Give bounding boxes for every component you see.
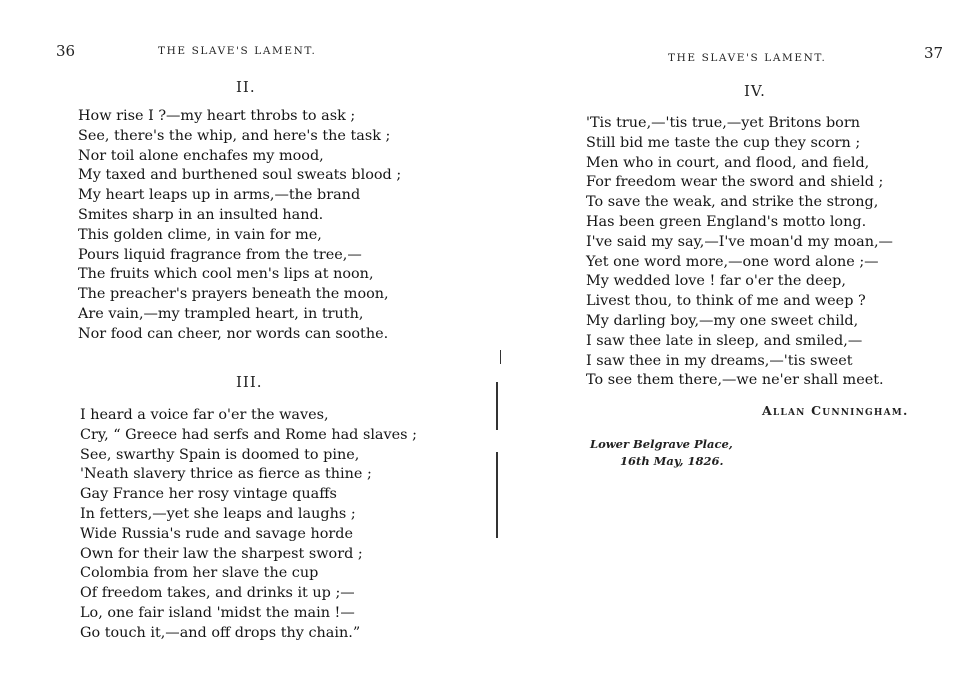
verse-line: This golden clime, in vain for me, — [78, 226, 322, 243]
verse-line: Of freedom takes, and drinks it up ;— — [80, 585, 355, 602]
page-number-right: 37 — [924, 44, 944, 62]
verse-line: Own for their law the sharpest sword ; — [80, 545, 363, 562]
verse-line: Nor toil alone enchafes my mood, — [78, 147, 324, 164]
author-signature: Allan Cunningham. — [762, 403, 909, 418]
verse-line: Colombia from her slave the cup — [80, 565, 319, 582]
verse-line: I saw thee late in sleep, and smiled,— — [586, 332, 863, 349]
verse-line: 'Tis true,—'tis true,—yet Britons born — [586, 115, 860, 131]
stanza-numeral-iii: III. — [236, 373, 263, 391]
verse-line: Wide Russia's rude and savage horde — [80, 525, 354, 542]
page-number-left: 36 — [56, 42, 76, 60]
verse-line: 'Neath slavery thrice as fierce as thine ; — [80, 466, 372, 483]
verse-line: Are vain,—my trampled heart, in truth, — [78, 305, 364, 322]
verse-line: The fruits which cool men's lips at noon, — [78, 266, 374, 283]
verse-line: Gay France her rosy vintage quaffs — [80, 486, 337, 503]
verse-line: Smites sharp in an insulted hand. — [78, 206, 324, 223]
stanza-iii — [80, 406, 417, 644]
right-page — [490, 0, 980, 684]
verse-line: I've said my say,—I've moan'd my moan,— — [586, 233, 893, 250]
verse-line: Cry, “ Greece had serfs and Rome had slaves ; — [80, 426, 417, 443]
verse-line: My wedded love ! far o'er the deep, — [586, 273, 846, 290]
verse-line: Yet one word more,—one word alone ;— — [586, 253, 879, 270]
verse-line: Has been green England's motto long. — [586, 213, 867, 230]
verse-line: My taxed and burthened soul sweats blood ; — [78, 167, 402, 184]
verse-line: Go touch it,—and off drops thy chain.” — [80, 624, 361, 641]
verse-line: I saw thee in my dreams,—'tis sweet — [586, 352, 853, 369]
stanza-numeral-iv: IV. — [744, 82, 766, 100]
verse-line: The preacher's prayers beneath the moon, — [78, 286, 389, 303]
stanza-numeral-ii: II. — [236, 78, 256, 96]
verse-line: I heard a voice far o'er the waves, — [80, 407, 329, 423]
verse-line: To save the weak, and strike the strong, — [586, 194, 879, 211]
running-head-right: THE SLAVE'S LAMENT. — [668, 52, 827, 64]
verse-line: See, swarthy Spain is doomed to pine, — [80, 446, 360, 463]
verse-line: Pours liquid fragrance from the tree,— — [78, 246, 362, 263]
verse-line: In fetters,—yet she leaps and laughs ; — [80, 505, 356, 522]
verse-line: Still bid me taste the cup they scorn ; — [586, 134, 861, 151]
verse-line: See, there's the whip, and here's the task ; — [78, 127, 391, 144]
place-line: Lower Belgrave Place, — [590, 437, 733, 451]
stanza-ii — [78, 107, 401, 345]
verse-line: For freedom wear the sword and shield ; — [586, 174, 884, 191]
stanza-iv — [586, 114, 893, 391]
verse-line: My heart leaps up in arms,—the brand — [78, 187, 361, 204]
verse-line: Men who in court, and flood, and field, — [586, 154, 870, 171]
verse-line: My darling boy,—my one sweet child, — [586, 312, 859, 329]
date-line: 16th May, 1826. — [620, 454, 724, 468]
verse-line: How rise I ?—my heart throbs to ask ; — [78, 108, 356, 124]
verse-line: To see them there,—we ne'er shall meet. — [586, 372, 884, 389]
verse-line: Livest thou, to think of me and weep ? — [586, 293, 866, 310]
verse-line: Nor food can cheer, nor words can soothe. — [78, 325, 389, 342]
running-head-left: THE SLAVE'S LAMENT. — [158, 45, 317, 57]
verse-line: Lo, one fair island 'midst the main !— — [80, 604, 355, 621]
